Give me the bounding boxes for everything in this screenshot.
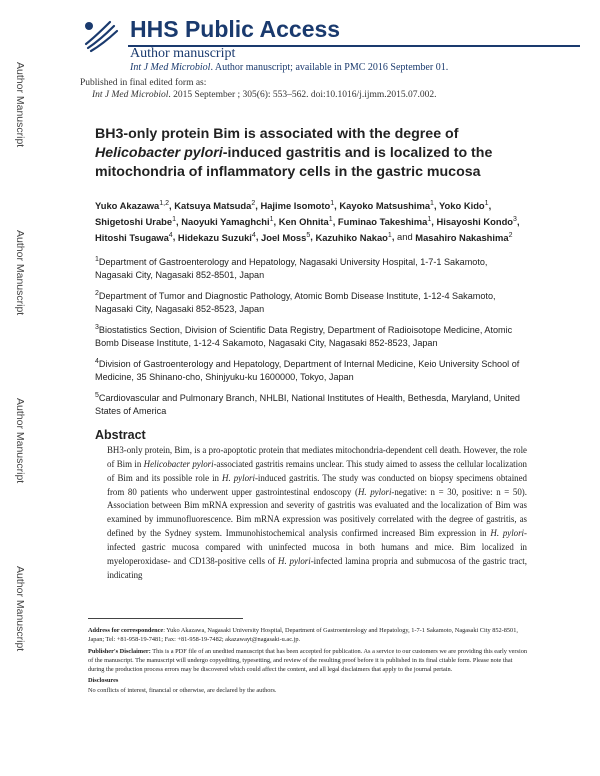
journal-availability-line: Int J Med Microbiol. Author manuscript; available in PMC 2016 September 01.: [130, 62, 449, 73]
abstract-italic-term: H. pylori: [222, 472, 255, 483]
author-name: Naoyuki Yamaghchi$^1$: [181, 215, 274, 227]
abstract-text: -infected gastric mucosa compared with uninfected mucosa in both humans and mice. Bim localized in myeloperoxidase- and CD138-positive cells of: [107, 528, 527, 566]
author-manuscript-label: Author manuscript: [130, 46, 236, 61]
author-list: Yuko Akazawa$^{1,2}$, Katsuya Matsuda$^2$, Hajime Isomoto$^1$, Kayoko Matsushima$^1$, Yoko Kido$^1$, Shigetoshi Urabe$^1$, Naoyuki Yamaghchi$^1$, Ken Ohnita$^1$, Fuminao Takeshima$^1$, Hisayoshi Kondo$^3$, Hitoshi Tsugawa$^4$, Hidekazu Suzuki$^4$, Joel Moss$^5$, Kazuhiko Nakao$^1$, and Masahiro Nakashima$^2$: [95, 200, 520, 243]
author-affiliation-mark: 1: [484, 200, 489, 207]
abstract-italic-term: H. pylori: [278, 555, 311, 566]
author-affiliation-mark: 1: [269, 215, 274, 223]
publisher-disclaimer: Publisher's Disclaimer: This is a PDF file of an unedited manuscript that has been accepted for publication. As a service to our customers we are providing this early version of the manuscript. The manuscript will undergo copyediting, typesetting, and review of the resulting proof before it is published in its final citable form. Please note that during the production process errors may be discovered which could affect the content, and all legal disclaimers that apply to the journal pertain.: [88, 647, 527, 674]
abstract-text: -infected lamina propria and submucosa of the gastric tract, indicating: [107, 555, 527, 580]
author-name: Masahiro Nakashima$^2$: [415, 231, 513, 243]
author-name: Hitoshi Tsugawa$^4$: [95, 231, 173, 243]
author-name: Ken Ohnita$^1$: [278, 215, 333, 227]
author-affiliation-mark: 4: [251, 231, 256, 239]
author-affiliation-mark: 2: [508, 231, 513, 239]
abstract-text: -induced gastritis. The study was conducted on biopsy specimens obtained from 80 patients who underwent upper gastrointestinal endoscopy (: [107, 472, 527, 497]
author-name: Shigetoshi Urabe$^1$: [95, 215, 177, 227]
author-affiliation-mark: 1: [430, 200, 434, 207]
author-affiliation-mark: 1: [172, 215, 177, 223]
affiliation-2: $^2$Department of Tumor and Diagnostic Pathology, Atomic Bomb Disease Institute, 1-12-4 Sakamoto, Nagasaki City, Nagasaki 852-8523, Japan: [95, 290, 496, 315]
author-name: Kayoko Matsushima$^1$: [339, 200, 434, 212]
sidebar-label-4: Author Manuscript: [14, 566, 26, 652]
abstract-text: -negative: n = 30, positive: n = 50). Association between Bim mRNA expression and severity of gastritis was evaluated and the localization of Bim was examined by immunofluorescence. Bim mRNA expression was positively correlated with the degree of gastritis, as defined by the Sydney system. Immunohistochemical analysis confirmed increased Bim expression in: [107, 486, 527, 539]
disclosures-text: No conflicts of interest, financial or otherwise, are declared by the authors.: [88, 686, 277, 694]
abstract-text: BH3-only protein, Bim, is a pro-apoptotic protein that mediates mitochondria-dependent cell death. However, the role of Bim in: [107, 445, 527, 469]
disclosures-heading: Disclosures: [88, 677, 119, 685]
hhs-header: [80, 6, 580, 76]
citation-line: Int J Med Microbiol. 2015 September ; 305(6): 553–562. doi:10.1016/j.ijmm.2015.07.002.: [92, 90, 437, 100]
abstract-heading: Abstract: [95, 428, 146, 442]
hhs-eagle-logo-icon: [80, 14, 122, 54]
abstract-body: [107, 444, 527, 582]
affiliation-4: $^4$Division of Gastroenterology and Hepatology, Department of Internal Medicine, Keio University School of Medicine, 35 Shinano-cho, Shinjyuku-ku 1600000, Tokyo, Japan: [95, 358, 520, 383]
affiliation-5: $^5$Cardiovascular and Pulmonary Branch, NHLBI, National Institutes of Health, Bethesda, Maryland, United States of America: [95, 392, 520, 417]
author-name: Katsuya Matsuda$^2$: [174, 200, 256, 212]
author-affiliation-mark: 1: [387, 231, 392, 239]
author-affiliation-mark: 1: [330, 200, 335, 207]
sidebar-label-1: Author Manuscript: [14, 62, 26, 148]
author-affiliation-mark: 3: [513, 215, 517, 223]
author-name: Joel Moss$^5$: [261, 231, 311, 243]
affiliation-1: $^1$Department of Gastroenterology and Hepatology, Nagasaki University Hospital, 1-7-1 Sakamoto, Nagasaki City, Nagasaki 852-8501, Japan: [95, 256, 488, 281]
abstract-italic-term: H. pylori: [357, 486, 392, 497]
author-affiliation-mark: 1: [427, 215, 432, 223]
published-in-label: Published in final edited form as:: [80, 78, 207, 88]
sidebar-label-3: Author Manuscript: [14, 398, 26, 484]
affiliation-3: $^3$Biostatistics Section, Division of Scientific Data Registry, Department of Radioisotope Medicine, Atomic Bomb Disease Institute, 1-12-4 Sakamoto, Nagasaki City, Nagasaki 852-8523, Japan: [95, 324, 513, 349]
article-title: BH3-only protein Bim is associated with the degree of Helicobacter pylori-induced gastritis and is localized to the mitochondria of inflammatory cells in the gastric mucosa: [95, 126, 493, 180]
author-name: Yuko Akazawa$^{1,2}$: [95, 200, 169, 212]
author-name: Hajime Isomoto$^1$: [260, 200, 335, 212]
author-name: Hisayoshi Kondo$^3$: [436, 215, 517, 227]
correspondence-note: Address for correspondence: Yuko Akazawa, Nagasaki University Hospital, Department of Gastroenterology and Hepatology, 1-7-1 Sakamoto, Nagasaki City 852-8501, Japan; Tel: +81-958-19-7481; Fax: +81-958-19-7482; akazawayt@nagasaki-u.ac.jp.: [88, 627, 518, 644]
hhs-public-access-title: HHS Public Access: [130, 16, 341, 42]
author-affiliation-mark: 4: [168, 231, 173, 239]
author-name: Yoko Kido$^1$: [439, 200, 489, 212]
sidebar-label-2: Author Manuscript: [14, 230, 26, 316]
abstract-italic-term: Helicobacter pylori: [143, 458, 214, 469]
author-affiliation-mark: 1,2: [159, 200, 169, 207]
author-affiliation-mark: 1: [328, 215, 333, 223]
author-name: Hidekazu Suzuki$^4$: [177, 231, 256, 243]
authors-and: and: [397, 231, 416, 243]
footnotes: [88, 626, 528, 695]
author-affiliation-mark: 5: [306, 231, 311, 239]
footnote-divider: [88, 618, 243, 619]
author-name: Fuminao Takeshima$^1$: [337, 215, 432, 227]
author-affiliation-mark: 2: [251, 200, 256, 207]
author-name: Kazuhiko Nakao$^1$: [315, 231, 392, 243]
abstract-text: -associated gastritis remains unclear. This study aimed to assess the cellular localization of Bim and its possible role in: [107, 458, 527, 483]
abstract-italic-term: H. pylori: [490, 528, 525, 539]
